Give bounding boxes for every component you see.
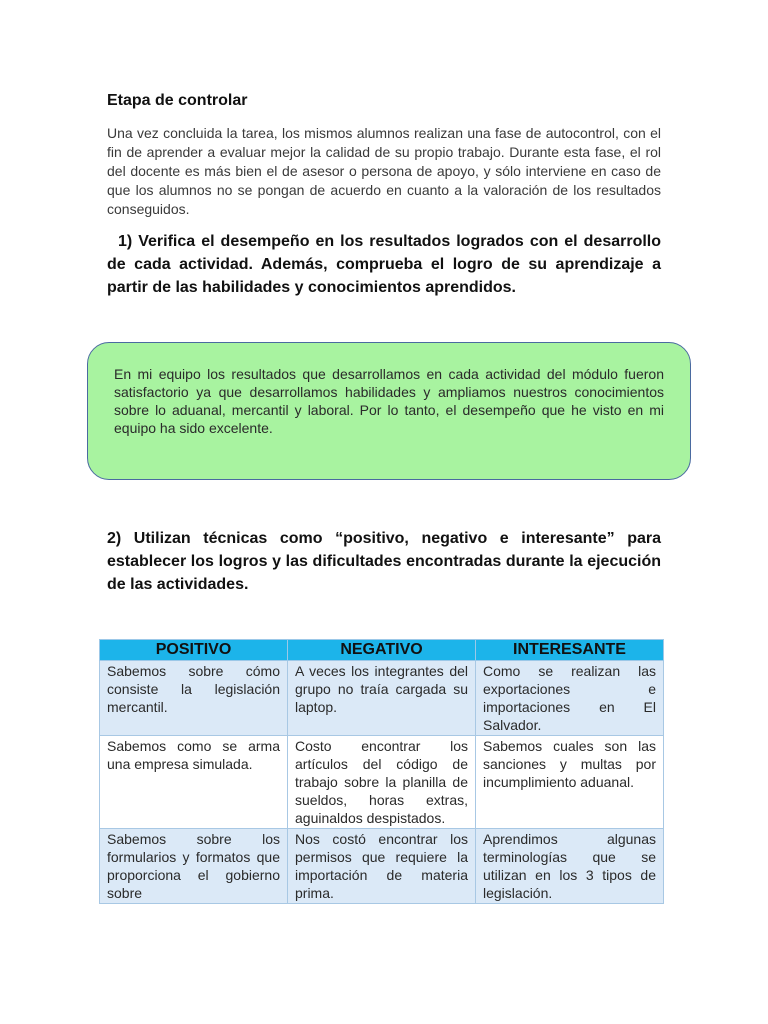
question-1: 1) Verifica el desempeño en los resultados logrados con el desarrollo de cada actividad. Además, comprueba el logro de su aprendizaje a partir de las habilidades y conocimientos aprendidos. [107, 233, 661, 296]
table-cell: Como se realizan las exportaciones e importaciones en El Salvador. [476, 661, 664, 736]
table-cell: Sabemos cuales son las sanciones y multas por incumplimiento aduanal. [476, 736, 664, 829]
table-cell: Sabemos sobre los formularios y formatos que proporciona el gobierno sobre [100, 829, 288, 904]
table-row [100, 736, 664, 829]
table-cell: A veces los integrantes del grupo no traía cargada su laptop. [288, 661, 476, 736]
table-cell: Sabemos como se arma una empresa simulada. [100, 736, 288, 829]
pni-table [99, 639, 664, 904]
question-2: 2) Utilizan técnicas como “positivo, negativo e interesante” para establecer los logros y las dificultades encontradas durante la ejecución de las actividades. [107, 530, 661, 593]
header-negativo: NEGATIVO [288, 640, 476, 661]
table-cell: Costo encontrar los artículos del código de trabajo sobre la planilla de sueldos, horas extras, aguinaldos despistados. [288, 736, 476, 829]
header-interesante: INTERESANTE [476, 640, 664, 661]
answer-1-text: En mi equipo los resultados que desarrollamos en cada actividad del módulo fueron satisfactorio ya que desarrollamos habilidades y ampliamos nuestros conocimientos sobre lo aduanal, mercantil y laboral. Por lo tanto, el desempeño que he visto en mi equipo ha sido excelente. [114, 366, 664, 436]
intro-paragraph: Una vez concluida la tarea, los mismos alumnos realizan una fase de autocontrol, con el fin de aprender a evaluar mejor la calidad de su propio trabajo. Durante esta fase, el rol del docente es más bien el de asesor o persona de apoyo, y sólo interviene en caso de que los alumnos no se pongan de acuerdo en cuanto a la valoración de los resultados conseguidos. [107, 125, 661, 217]
table-row [100, 661, 664, 736]
table-cell: Nos costó encontrar los permisos que requiere la importación de materia prima. [288, 829, 476, 904]
table-header-row [100, 640, 664, 661]
header-positivo: POSITIVO [100, 640, 288, 661]
table-cell: Aprendimos algunas terminologías que se utilizan en los 3 tipos de legislación. [476, 829, 664, 904]
table-cell: Sabemos sobre cómo consiste la legislación mercantil. [100, 661, 288, 736]
section-heading: Etapa de controlar [107, 92, 248, 109]
answer-box [87, 342, 691, 480]
table-row [100, 829, 664, 904]
